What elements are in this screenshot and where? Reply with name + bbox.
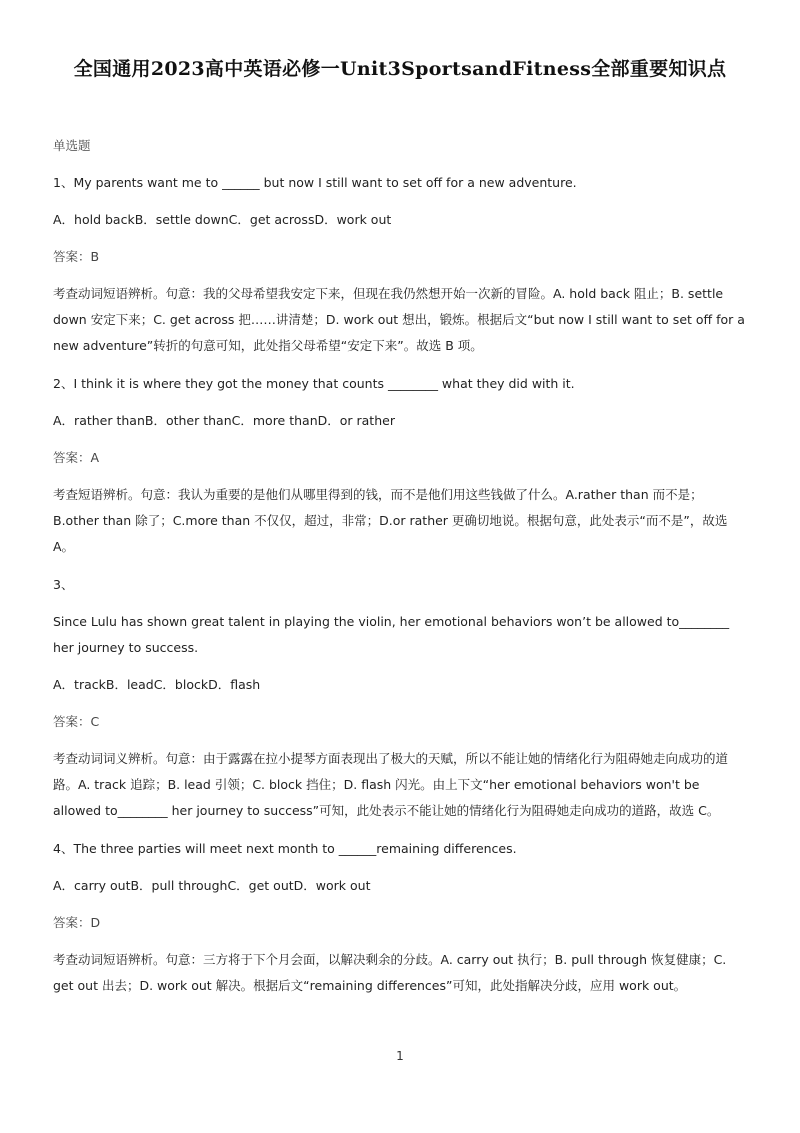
question-options: A．hold backB．settle downC．get acrossD．work out (53, 212, 392, 227)
question-analysis: 考查动词词义辨析。句意：由于露露在拉小提琴方面表现出了极大的天赋，所以不能让她的情绪化行为阻碍她走向成功的道路。A. track 追踪；B. lead 引领；C. block 挡住；D. flash 闪光。由上下文“her emotional behaviors won't be allowed to________ her journey to success”可知，此处表示不能让她的情绪化行为阻碍她走向成功的道路，故选 C。 (53, 751, 729, 818)
question-stem: Since Lulu has shown great talent in playing the violin, her emotional behaviors won’t be allowed to________ her journey to success. (53, 614, 730, 655)
document-body (53, 133, 748, 999)
section-label: 单选题 (53, 138, 91, 153)
question-analysis: 考查短语辨析。句意：我认为重要的是他们从哪里得到的钱，而不是他们用这些钱做了什么。A.rather than 而不是；B.other than 除了；C.more than 不仅仅，超过，非常；D.or rather 更确切地说。根据句意，此处表示“而不是”，故选 A。 (53, 487, 728, 554)
page-number: 1 (396, 1049, 404, 1063)
question-answer: 答案：A (53, 450, 100, 465)
question-options: A．rather thanB．other thanC．more thanD．or rather (53, 413, 395, 428)
question-stem: 2、I think it is where they got the money that counts ________ what they did with it. (53, 376, 575, 391)
question-options: A．carry outB．pull throughC．get outD．work out (53, 878, 371, 893)
question-stem: 4、The three parties will meet next month to ______remaining differences. (53, 841, 517, 856)
question-number: 3、 (53, 577, 74, 592)
question-options: A．trackB．leadC．blockD．flash (53, 677, 261, 692)
question-answer: 答案：D (53, 915, 101, 930)
question-stem: 1、My parents want me to ______ but now I still want to set off for a new adventure. (53, 175, 577, 190)
question-analysis: 考查动词短语辨析。句意：三方将于下个月会面，以解决剩余的分歧。A. carry out 执行；B. pull through 恢复健康；C. get out 出去；D. work out 解决。根据后文“remaining differences”可知，此处指解决分歧，应用 work out。 (53, 952, 727, 993)
question-answer: 答案：B (53, 249, 100, 264)
question-answer: 答案：C (53, 714, 100, 729)
question-analysis: 考查动词短语辨析。句意：我的父母希望我安定下来，但现在我仍然想开始一次新的冒险。A. hold back 阻止；B. settle down 安定下来；C. get across 把……讲清楚；D. work out 想出，锻炼。根据后文“but now I still want to set off for a new adventure”转折的句意可知，此处指父母希望“安定下来”。故选 B 项。 (53, 286, 745, 353)
document-title: 全国通用2023高中英语必修一Unit3SportsandFitness全部重要知识点 (73, 58, 727, 80)
